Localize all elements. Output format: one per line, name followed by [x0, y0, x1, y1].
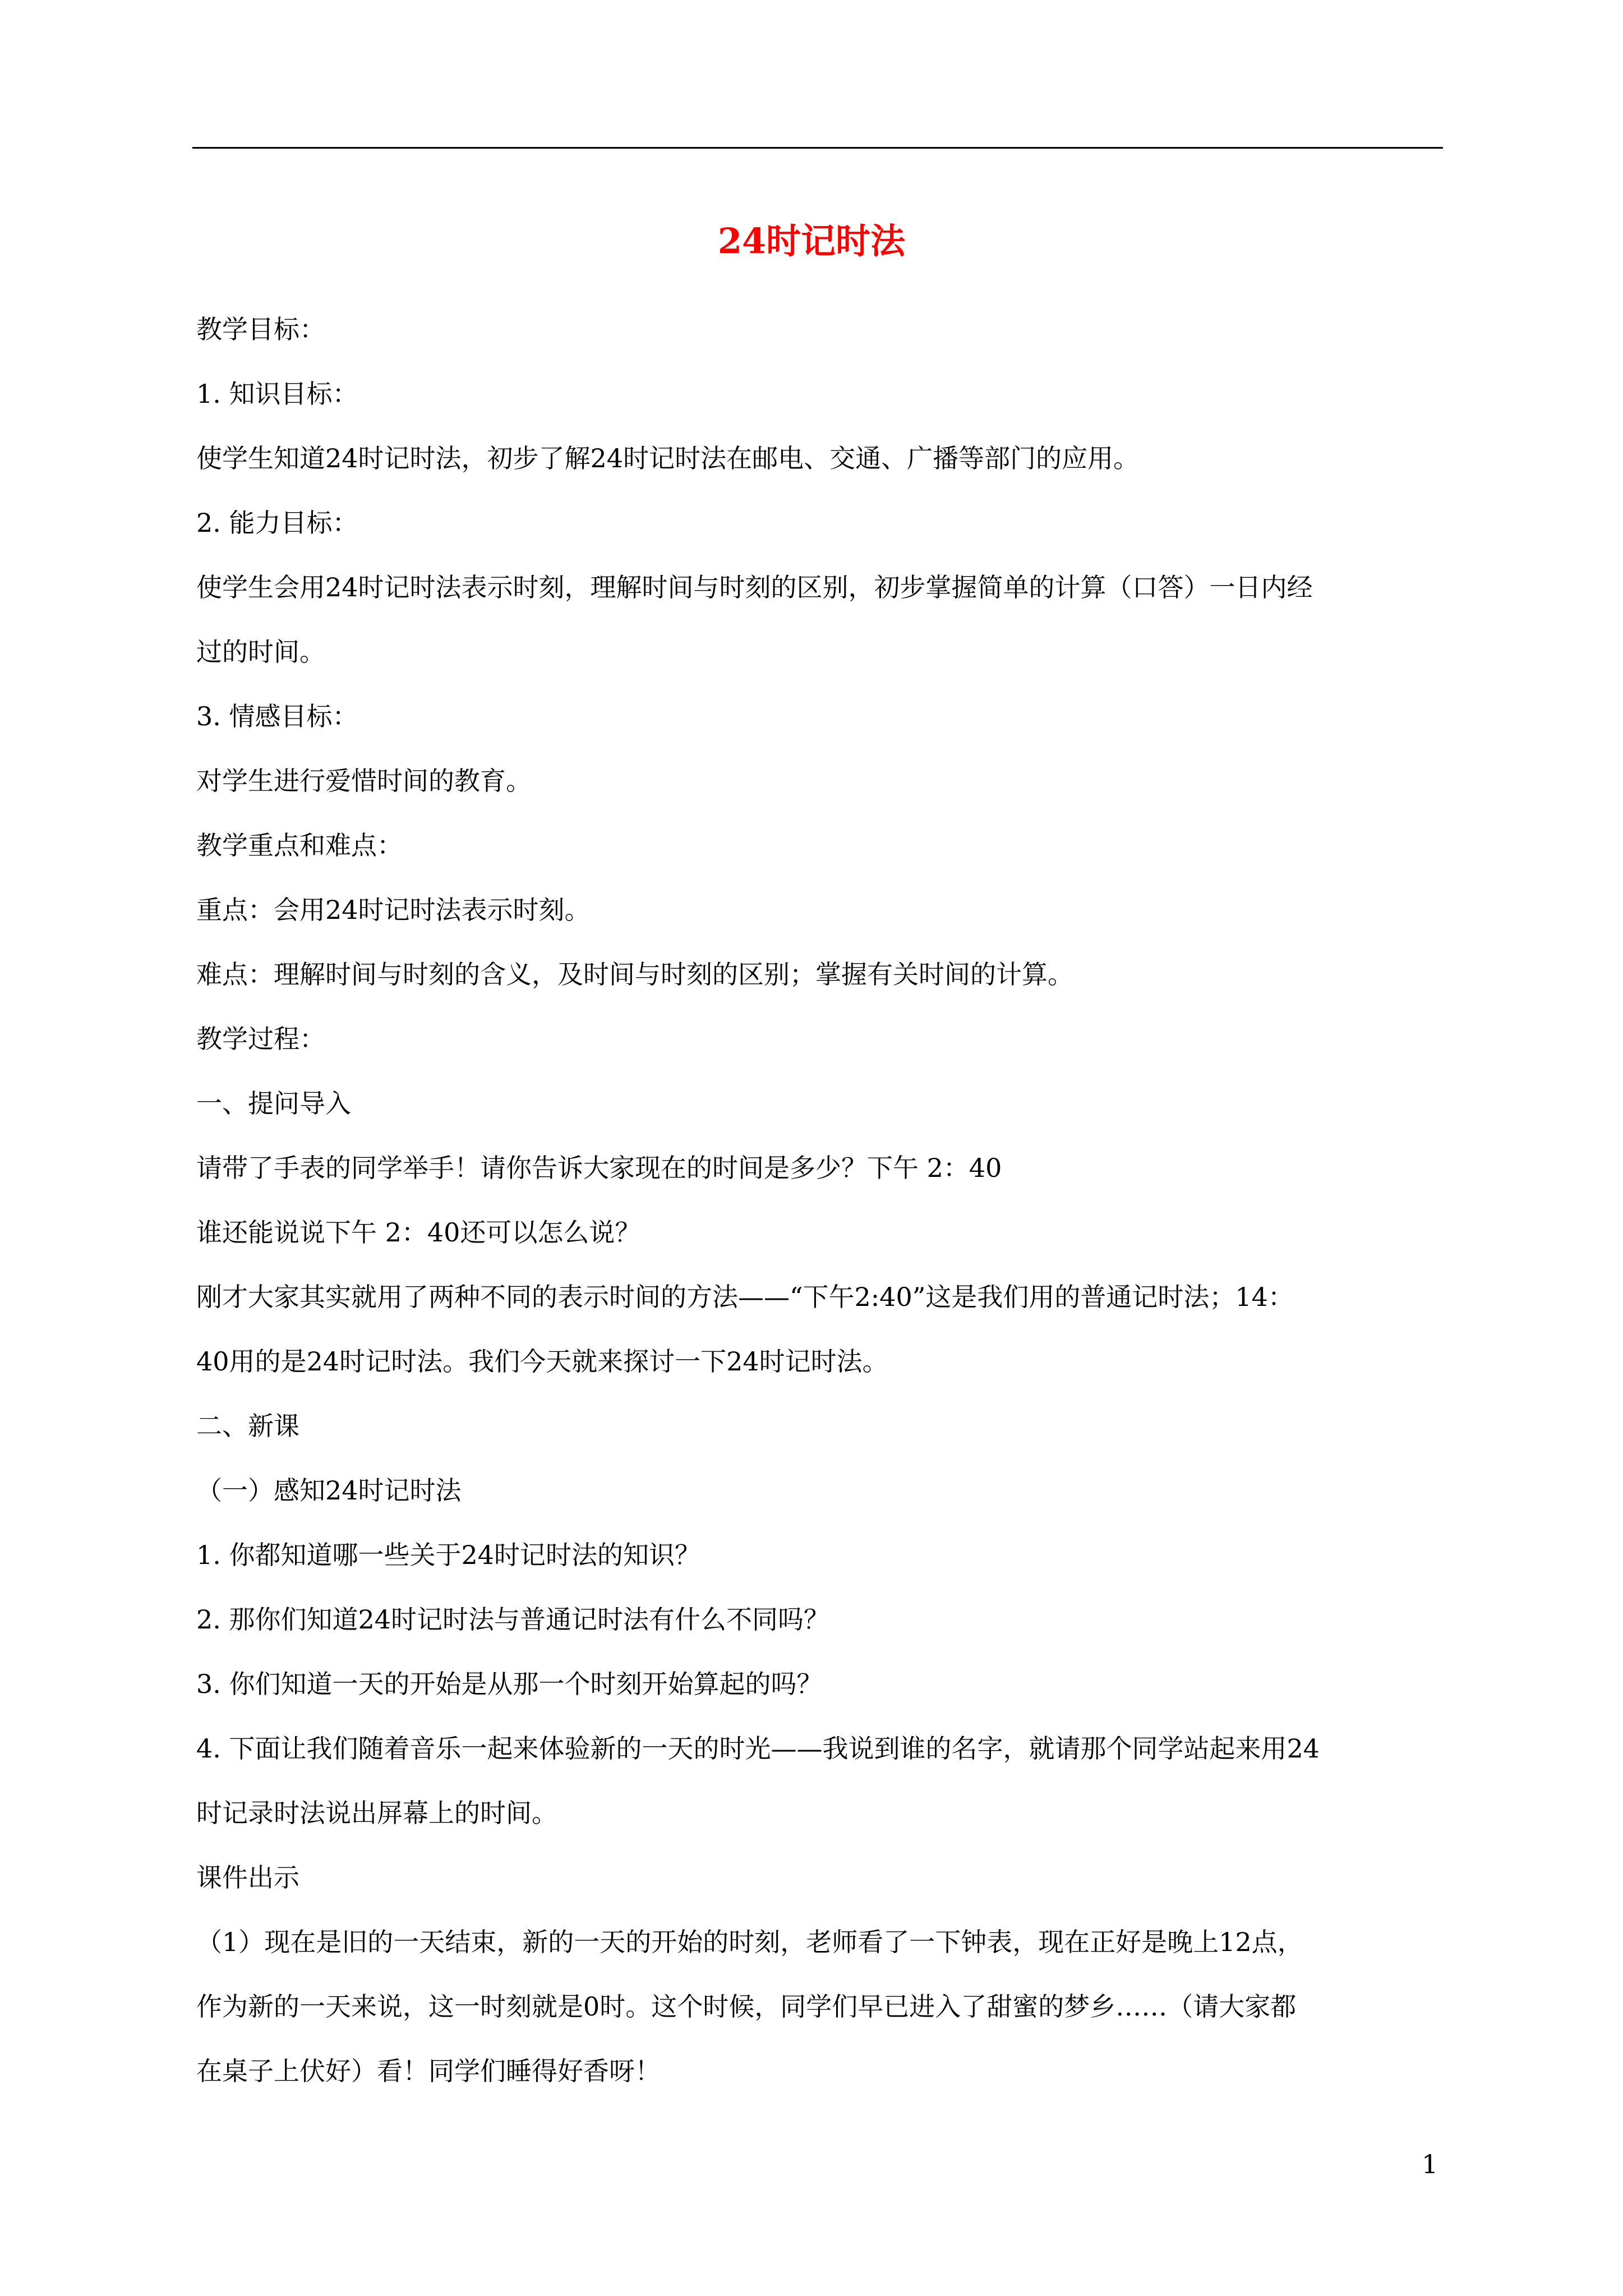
paragraph: 过的时间。 [196, 637, 325, 667]
paragraph: 教学过程： [196, 1024, 325, 1054]
paragraph: 作为新的一天来说，这一时刻就是0时。这个时候，同学们早已进入了甜蜜的梦乡……（请大家都 [196, 1991, 1297, 2022]
paragraph: 在桌子上伏好）看！同学们睡得好香呀！ [196, 2056, 661, 2086]
paragraph: 使学生知道24时记时法，初步了解24时记时法在邮电、交通、广播等部门的应用。 [196, 443, 1140, 473]
paragraph: 课件出示 [196, 1862, 299, 1893]
paragraph: 请带了手表的同学举手！请你告诉大家现在的时间是多少？下午 2：40 [196, 1153, 1002, 1183]
paragraph: 40用的是24时记时法。我们今天就来探讨一下24时记时法。 [196, 1346, 888, 1377]
paragraph: 刚才大家其实就用了两种不同的表示时间的方法——“下午2:40”这是我们用的普通记时法；14： [196, 1282, 1294, 1312]
paragraph: 1. 你都知道哪一些关于24时记时法的知识？ [196, 1540, 701, 1570]
paragraph: 2. 能力目标： [196, 508, 358, 538]
paragraph: 对学生进行爱惜时间的教育。 [196, 766, 532, 796]
header-rule [192, 147, 1443, 149]
paragraph: 4. 下面让我们随着音乐一起来体验新的一天的时光——我说到谁的名字，就请那个同学站起来用24 [196, 1733, 1320, 1764]
paragraph: 时记录时法说出屏幕上的时间。 [196, 1798, 557, 1828]
paragraph: 2. 那你们知道24时记时法与普通记时法有什么不同吗？ [196, 1604, 830, 1635]
paragraph: 教学目标： [196, 314, 325, 344]
paragraph: 使学生会用24时记时法表示时刻，理解时间与时刻的区别，初步掌握简单的计算（口答）一日内经 [196, 572, 1313, 602]
paragraph: 难点：理解时间与时刻的含义，及时间与时刻的区别；掌握有关时间的计算。 [196, 959, 1073, 990]
paragraph: 重点：会用24时记时法表示时刻。 [196, 895, 591, 925]
paragraph: （1）现在是旧的一天结束，新的一天的开始的时刻，老师看了一下钟表，现在正好是晚上12点， [196, 1927, 1303, 1957]
document-body [196, 297, 1447, 2104]
paragraph: 教学重点和难点： [196, 830, 403, 861]
paragraph: （一）感知24时记时法 [196, 1475, 462, 1506]
document-title: 24时记时法 [717, 220, 906, 261]
paragraph: 3. 情感目标： [196, 701, 358, 731]
paragraph: 一、提问导入 [196, 1088, 351, 1119]
paragraph: 二、新课 [196, 1411, 299, 1441]
paragraph: 3. 你们知道一天的开始是从那一个时刻开始算起的吗？ [196, 1669, 823, 1699]
paragraph: 谁还能说说下午 2：40还可以怎么说？ [196, 1217, 641, 1248]
page-number: 1 [1422, 2149, 1438, 2179]
paragraph: 1. 知识目标： [196, 379, 358, 409]
